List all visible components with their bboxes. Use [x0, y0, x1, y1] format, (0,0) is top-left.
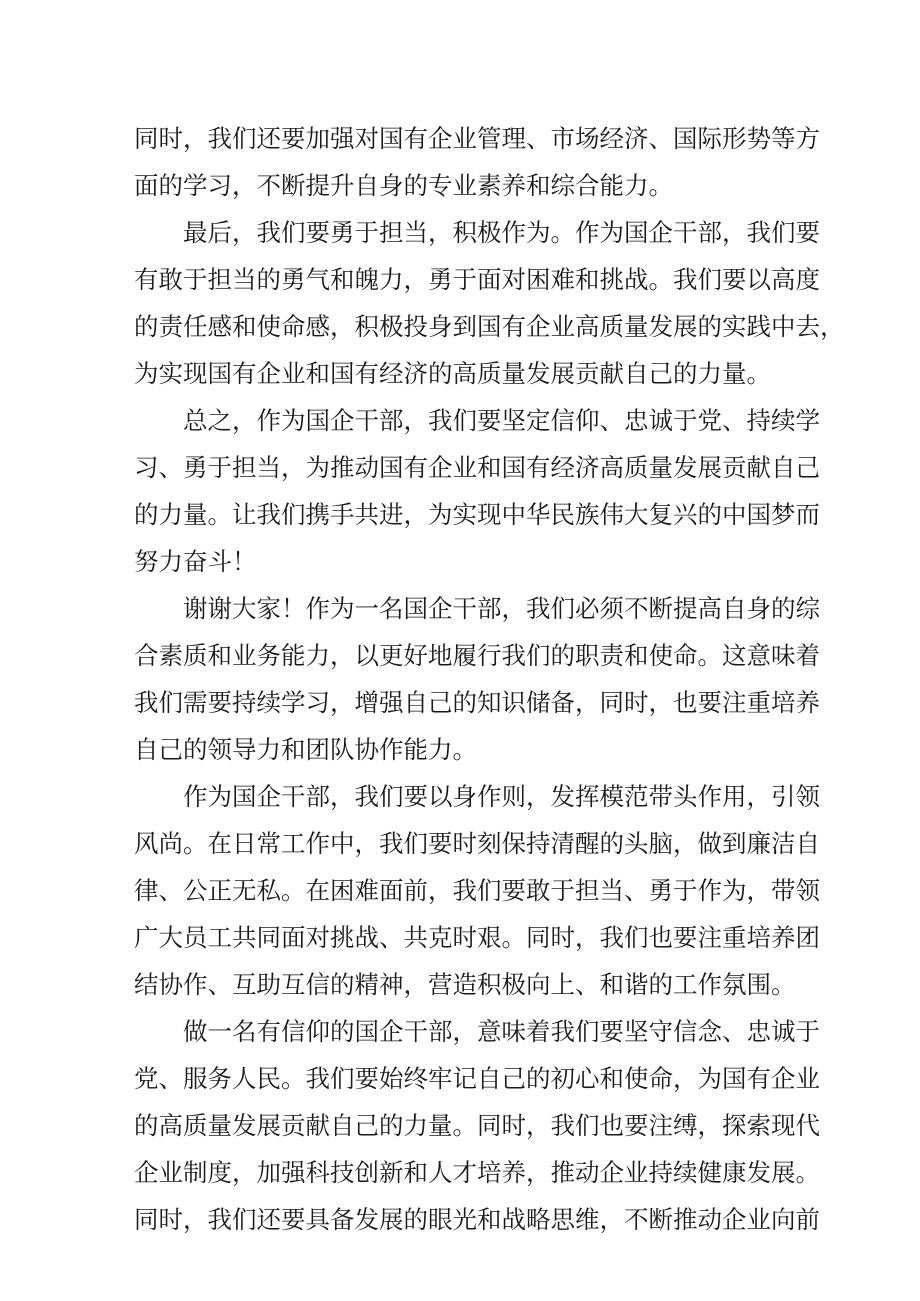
text-line: 习、勇于担当，为推动国有企业和国有经济高质量发展贡献自己	[134, 453, 820, 482]
text-line: 为实现国有企业和国有经济的高质量发展贡献自己的力量。	[134, 359, 771, 388]
text-line: 有敢于担当的勇气和魄力，勇于面对困难和挑战。我们要以高度	[134, 265, 820, 294]
text-line: 律、公正无私。在困难面前，我们要敢于担当、勇于作为，带领	[134, 876, 820, 905]
text-line: 做一名有信仰的国企干部，意味着我们要坚守信念、忠诚于	[183, 1017, 820, 1046]
text-line: 的责任感和使命感，积极投身到国有企业高质量发展的实践中去，	[134, 312, 845, 341]
text-line: 面的学习，不断提升自身的专业素养和综合能力。	[134, 171, 673, 200]
text-line: 风尚。在日常工作中，我们要时刻保持清醒的头脑，做到廉洁自	[134, 829, 820, 858]
text-line: 企业制度，加强科技创新和人才培养，推动企业持续健康发展。	[134, 1158, 820, 1187]
text-line: 广大员工共同面对挑战、共克时艰。同时，我们也要注重培养团	[134, 923, 820, 952]
text-line: 合素质和业务能力，以更好地履行我们的职责和使命。这意味着	[134, 641, 820, 670]
text-line: 谢谢大家！作为一名国企干部，我们必须不断提高自身的综	[183, 594, 820, 623]
document-body	[134, 115, 845, 1243]
text-line: 我们需要持续学习，增强自己的知识储备，同时，也要注重培养	[134, 688, 820, 717]
text-line: 同时，我们还要具备发展的眼光和战略思维，不断推动企业向前	[134, 1205, 820, 1234]
text-line: 的力量。让我们携手共进，为实现中华民族伟大复兴的中国梦而	[134, 500, 820, 529]
text-line: 同时，我们还要加强对国有企业管理、市场经济、国际形势等方	[134, 124, 820, 153]
text-line: 最后，我们要勇于担当，积极作为。作为国企干部，我们要	[183, 218, 820, 247]
text-line: 结协作、互助互信的精神，营造积极向上、和谐的工作氛围。	[134, 970, 796, 999]
text-line: 努力奋斗！	[134, 547, 257, 576]
text-line: 自己的领导力和团队协作能力。	[134, 735, 477, 764]
text-line: 的高质量发展贡献自己的力量。同时，我们也要注缚，探索现代	[134, 1111, 820, 1140]
text-line: 作为国企干部，我们要以身作则，发挥模范带头作用，引领	[183, 782, 820, 811]
text-line: 党、服务人民。我们要始终牢记自己的初心和使命，为国有企业	[134, 1064, 820, 1093]
text-line: 总之，作为国企干部，我们要坚定信仰、忠诚于党、持续学	[183, 406, 820, 435]
